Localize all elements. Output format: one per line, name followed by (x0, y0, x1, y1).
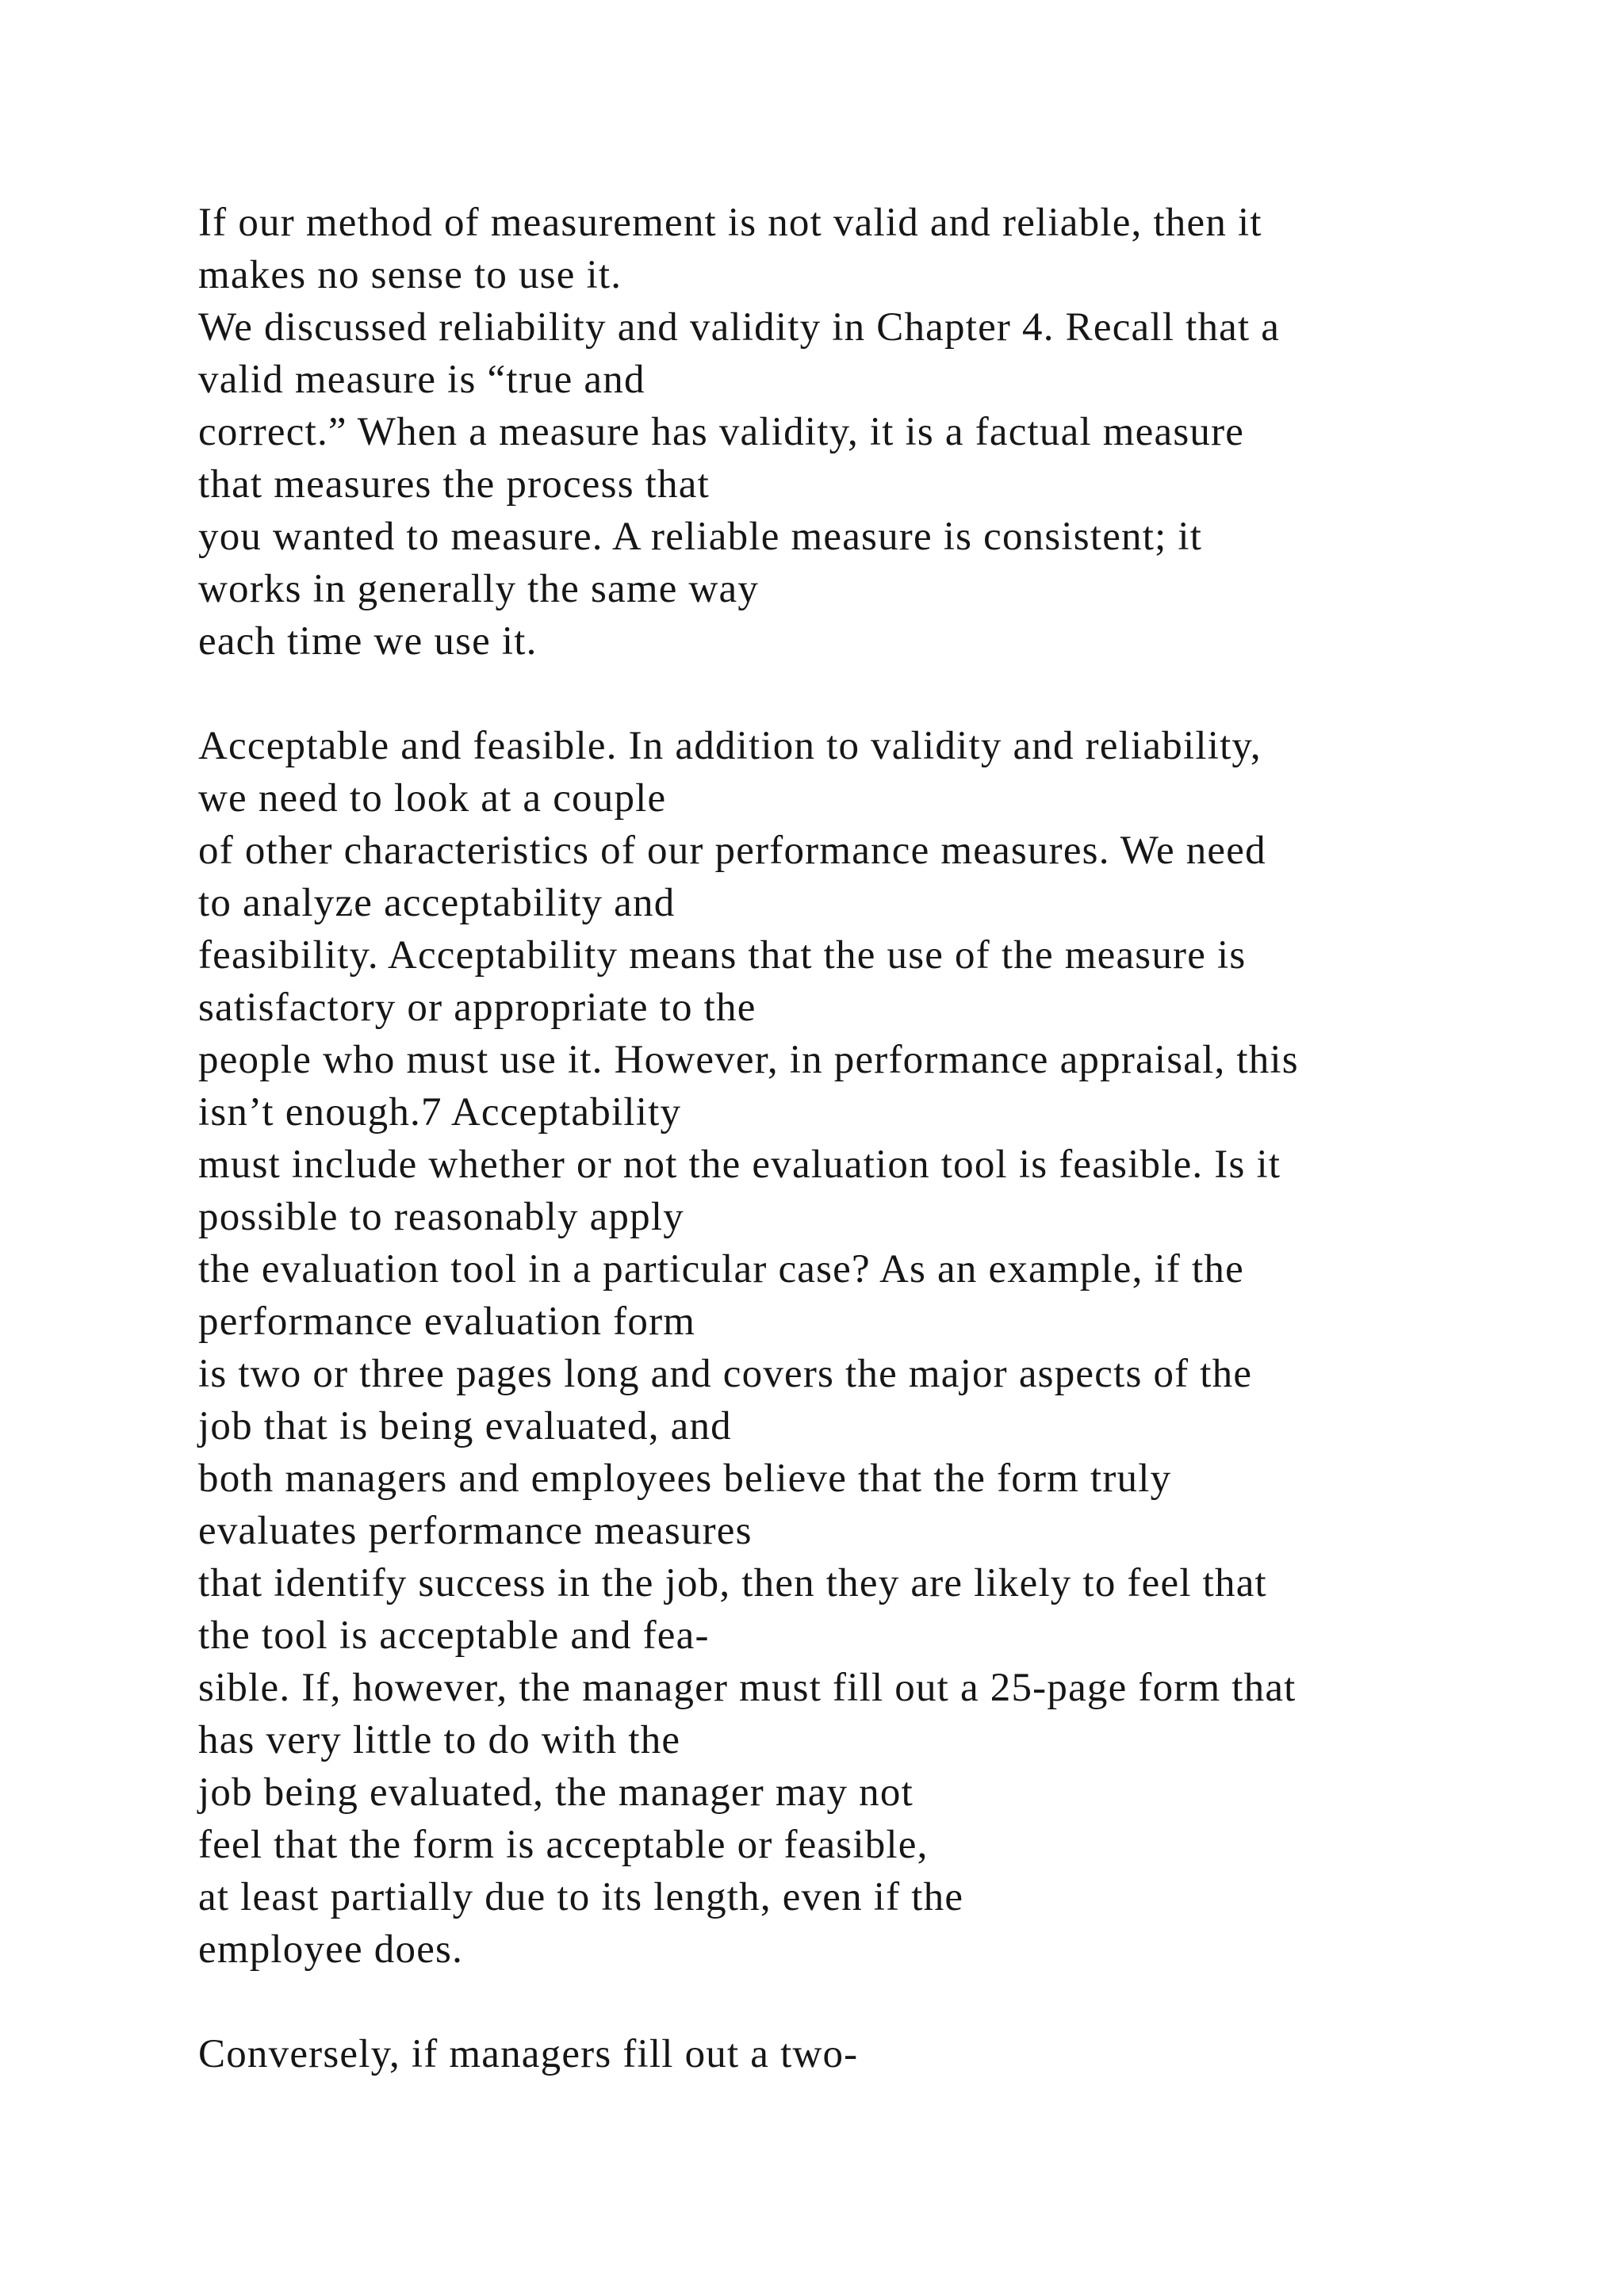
text-line: that identify success in the job, then they are likely to feel that (198, 1561, 1267, 1605)
text-line: employee does. (198, 1927, 464, 1972)
text-line: Conversely, if managers fill out a two- (198, 2032, 859, 2076)
text-line: people who must use it. However, in performance appraisal, this (198, 1038, 1299, 1082)
text-line: possible to reasonably apply (198, 1195, 684, 1239)
paragraph-1 (198, 197, 1546, 668)
text-line: valid measure is “true and (198, 358, 645, 402)
paragraph-2 (198, 720, 1546, 1976)
text-line: the evaluation tool in a particular case? As an example, if the (198, 1247, 1244, 1292)
text-line: makes no sense to use it. (198, 253, 622, 297)
text-line: satisfactory or appropriate to the (198, 985, 756, 1030)
paragraph-spacer (198, 1976, 1546, 2028)
text-line: to analyze acceptability and (198, 881, 676, 925)
text-line: works in generally the same way (198, 567, 760, 611)
paragraph-3 (198, 2028, 1546, 2080)
body-text (198, 197, 1546, 2080)
text-line: If our method of measurement is not valid and reliable, then it (198, 201, 1262, 245)
text-line: feasibility. Acceptability means that the use of the measure is (198, 933, 1247, 978)
text-line: you wanted to measure. A reliable measure is consistent; it (198, 515, 1203, 559)
text-line: we need to look at a couple (198, 776, 667, 821)
text-line: correct.” When a measure has validity, it is a factual measure (198, 410, 1245, 454)
text-line: has very little to do with the (198, 1718, 681, 1762)
text-line: feel that the form is acceptable or feasible, (198, 1823, 929, 1867)
text-line: that measures the process that (198, 462, 710, 507)
text-line: the tool is acceptable and fea- (198, 1613, 710, 1658)
text-line: job that is being evaluated, and (198, 1404, 732, 1448)
text-line: each time we use it. (198, 619, 538, 664)
text-line: sible. If, however, the manager must fill out a 25-page form that (198, 1666, 1297, 1710)
text-line: We discussed reliability and validity in Chapter 4. Recall that a (198, 305, 1281, 350)
text-line: evaluates performance measures (198, 1509, 753, 1553)
text-line: must include whether or not the evaluation tool is feasible. Is it (198, 1142, 1281, 1187)
text-line: isn’t enough.7 Acceptability (198, 1090, 682, 1135)
text-line: of other characteristics of our performance measures. We need (198, 828, 1266, 873)
text-line: Acceptable and feasible. In addition to validity and reliability, (198, 724, 1262, 768)
text-line: job being evaluated, the manager may not (198, 1770, 914, 1815)
text-line: both managers and employees believe that the form truly (198, 1456, 1172, 1501)
text-line: at least partially due to its length, even if the (198, 1875, 964, 1919)
text-line: is two or three pages long and covers the major aspects of the (198, 1352, 1253, 1396)
text-line: performance evaluation form (198, 1299, 696, 1344)
paragraph-spacer (198, 668, 1546, 720)
